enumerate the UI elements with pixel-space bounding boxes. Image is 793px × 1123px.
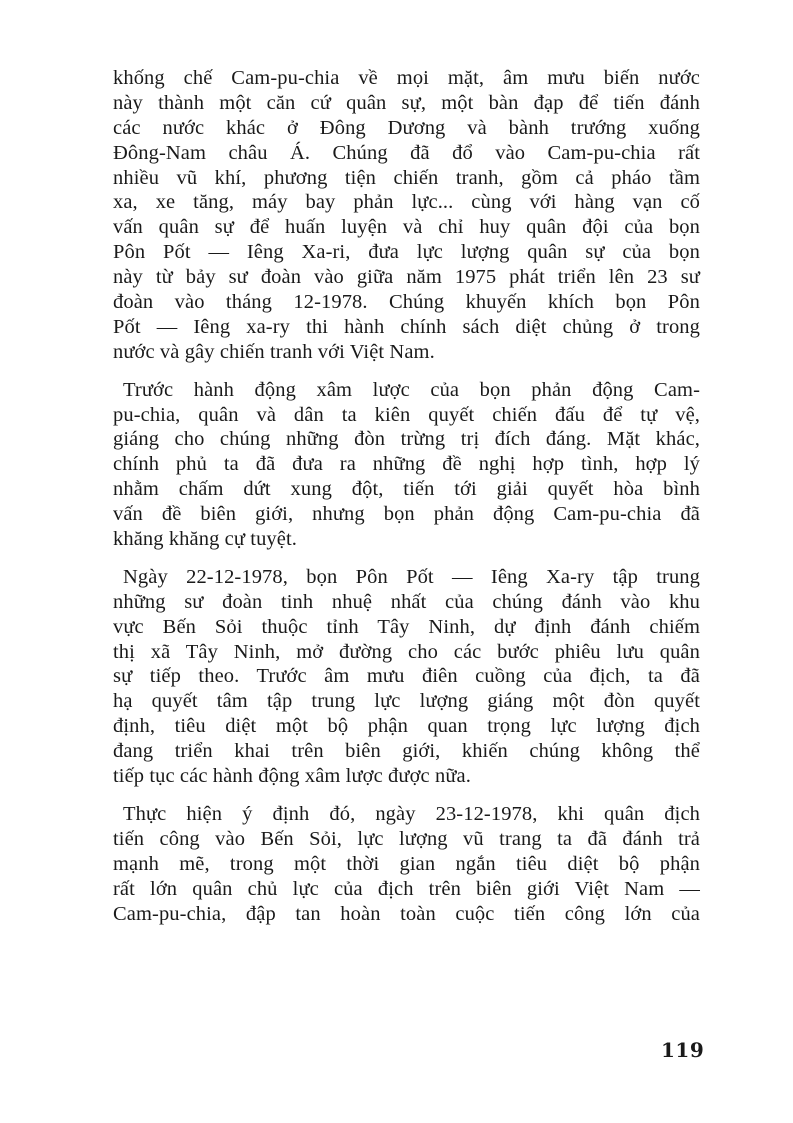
paragraph-3 <box>113 565 700 789</box>
text-line: nhiều vũ khí, phương tiện chiến tranh, gồm cả pháo tầm <box>113 166 700 189</box>
text-line: khống chế Cam-pu-chia về mọi mặt, âm mưu biến nước <box>113 67 700 89</box>
text-line: các nước khác ở Đông Dương và bành trướng xuống <box>113 116 700 139</box>
body-text <box>113 66 700 926</box>
text-line: đoàn vào tháng 12-1978. Chúng khuyến khích bọn Pôn <box>113 291 700 314</box>
text-line: Thực hiện ý định đó, ngày 23-12-1978, khi quân địch <box>123 802 700 825</box>
text-line: tiến công vào Bến Sỏi, lực lượng vũ trang ta đã đánh trả <box>113 827 700 850</box>
text-line: hạ quyết tâm tập trung lực lượng giáng một đòn quyết <box>113 690 700 713</box>
page-number: 119 <box>661 1038 705 1062</box>
text-line: vấn đề biên giới, nhưng bọn phản động Cam-pu-chia đã <box>113 503 700 526</box>
text-line: pu-chia, quân và dân ta kiên quyết chiến đấu để tự vệ, <box>113 403 700 426</box>
text-line: những sư đoàn tinh nhuệ nhất của chúng đánh vào khu <box>113 590 700 613</box>
text-line: Ngày 22-12-1978, bọn Pôn Pốt — Iêng Xa-ry tập trung <box>123 565 700 588</box>
text-line: giáng cho chúng những đòn trừng trị đích đáng. Mặt khác, <box>113 428 700 451</box>
text-line: Pôn Pốt — Iêng Xa-ri, đưa lực lượng quân sự của bọn <box>113 241 700 264</box>
text-line: tiếp tục các hành động xâm lược được nữa. <box>113 765 471 788</box>
text-line: vấn quân sự để huấn luyện và chỉ huy quân đội của bọn <box>113 216 700 239</box>
text-line: sự tiếp theo. Trước âm mưu điên cuồng của địch, ta đã <box>113 665 700 688</box>
text-line: Trước hành động xâm lược của bọn phản động Cam- <box>123 378 700 401</box>
paragraph-1 <box>113 66 700 365</box>
text-line: mạnh mẽ, trong một thời gian ngắn tiêu diệt bộ phận <box>113 852 700 875</box>
text-line: đang triển khai trên biên giới, khiến chúng không thể <box>113 740 700 763</box>
text-line: vực Bến Sỏi thuộc tỉnh Tây Ninh, dự định đánh chiếm <box>113 615 700 638</box>
text-line: nhằm chấm dứt xung đột, tiến tới giải quyết hòa bình <box>113 478 700 501</box>
paragraph-2 <box>113 378 700 552</box>
text-line: này thành một căn cứ quân sự, một bàn đạp để tiến đánh <box>113 91 700 114</box>
text-line: thị xã Tây Ninh, mở đường cho các bước phiêu lưu quân <box>113 640 700 663</box>
text-line: này từ bảy sư đoàn vào giữa năm 1975 phát triển lên 23 sư <box>113 266 700 289</box>
text-line: rất lớn quân chủ lực của địch trên biên giới Việt Nam — <box>113 877 700 900</box>
text-line: Pốt — Iêng xa-ry thi hành chính sách diệt chủng ở trong <box>113 315 700 338</box>
paragraph-4 <box>113 802 700 926</box>
text-line: định, tiêu diệt một bộ phận quan trọng lực lượng địch <box>113 715 700 738</box>
text-line: chính phủ ta đã đưa ra những đề nghị hợp tình, hợp lý <box>113 453 700 476</box>
text-line: Cam-pu-chia, đập tan hoàn toàn cuộc tiến công lớn của <box>113 902 700 925</box>
text-line: nước và gây chiến tranh với Việt Nam. <box>113 340 435 363</box>
text-line: khăng khăng cự tuyệt. <box>113 528 297 551</box>
text-line: xa, xe tăng, máy bay phản lực... cùng với hàng vạn cố <box>113 191 700 214</box>
text-line: Đông-Nam châu Á. Chúng đã đổ vào Cam-pu-chia rất <box>113 141 700 164</box>
